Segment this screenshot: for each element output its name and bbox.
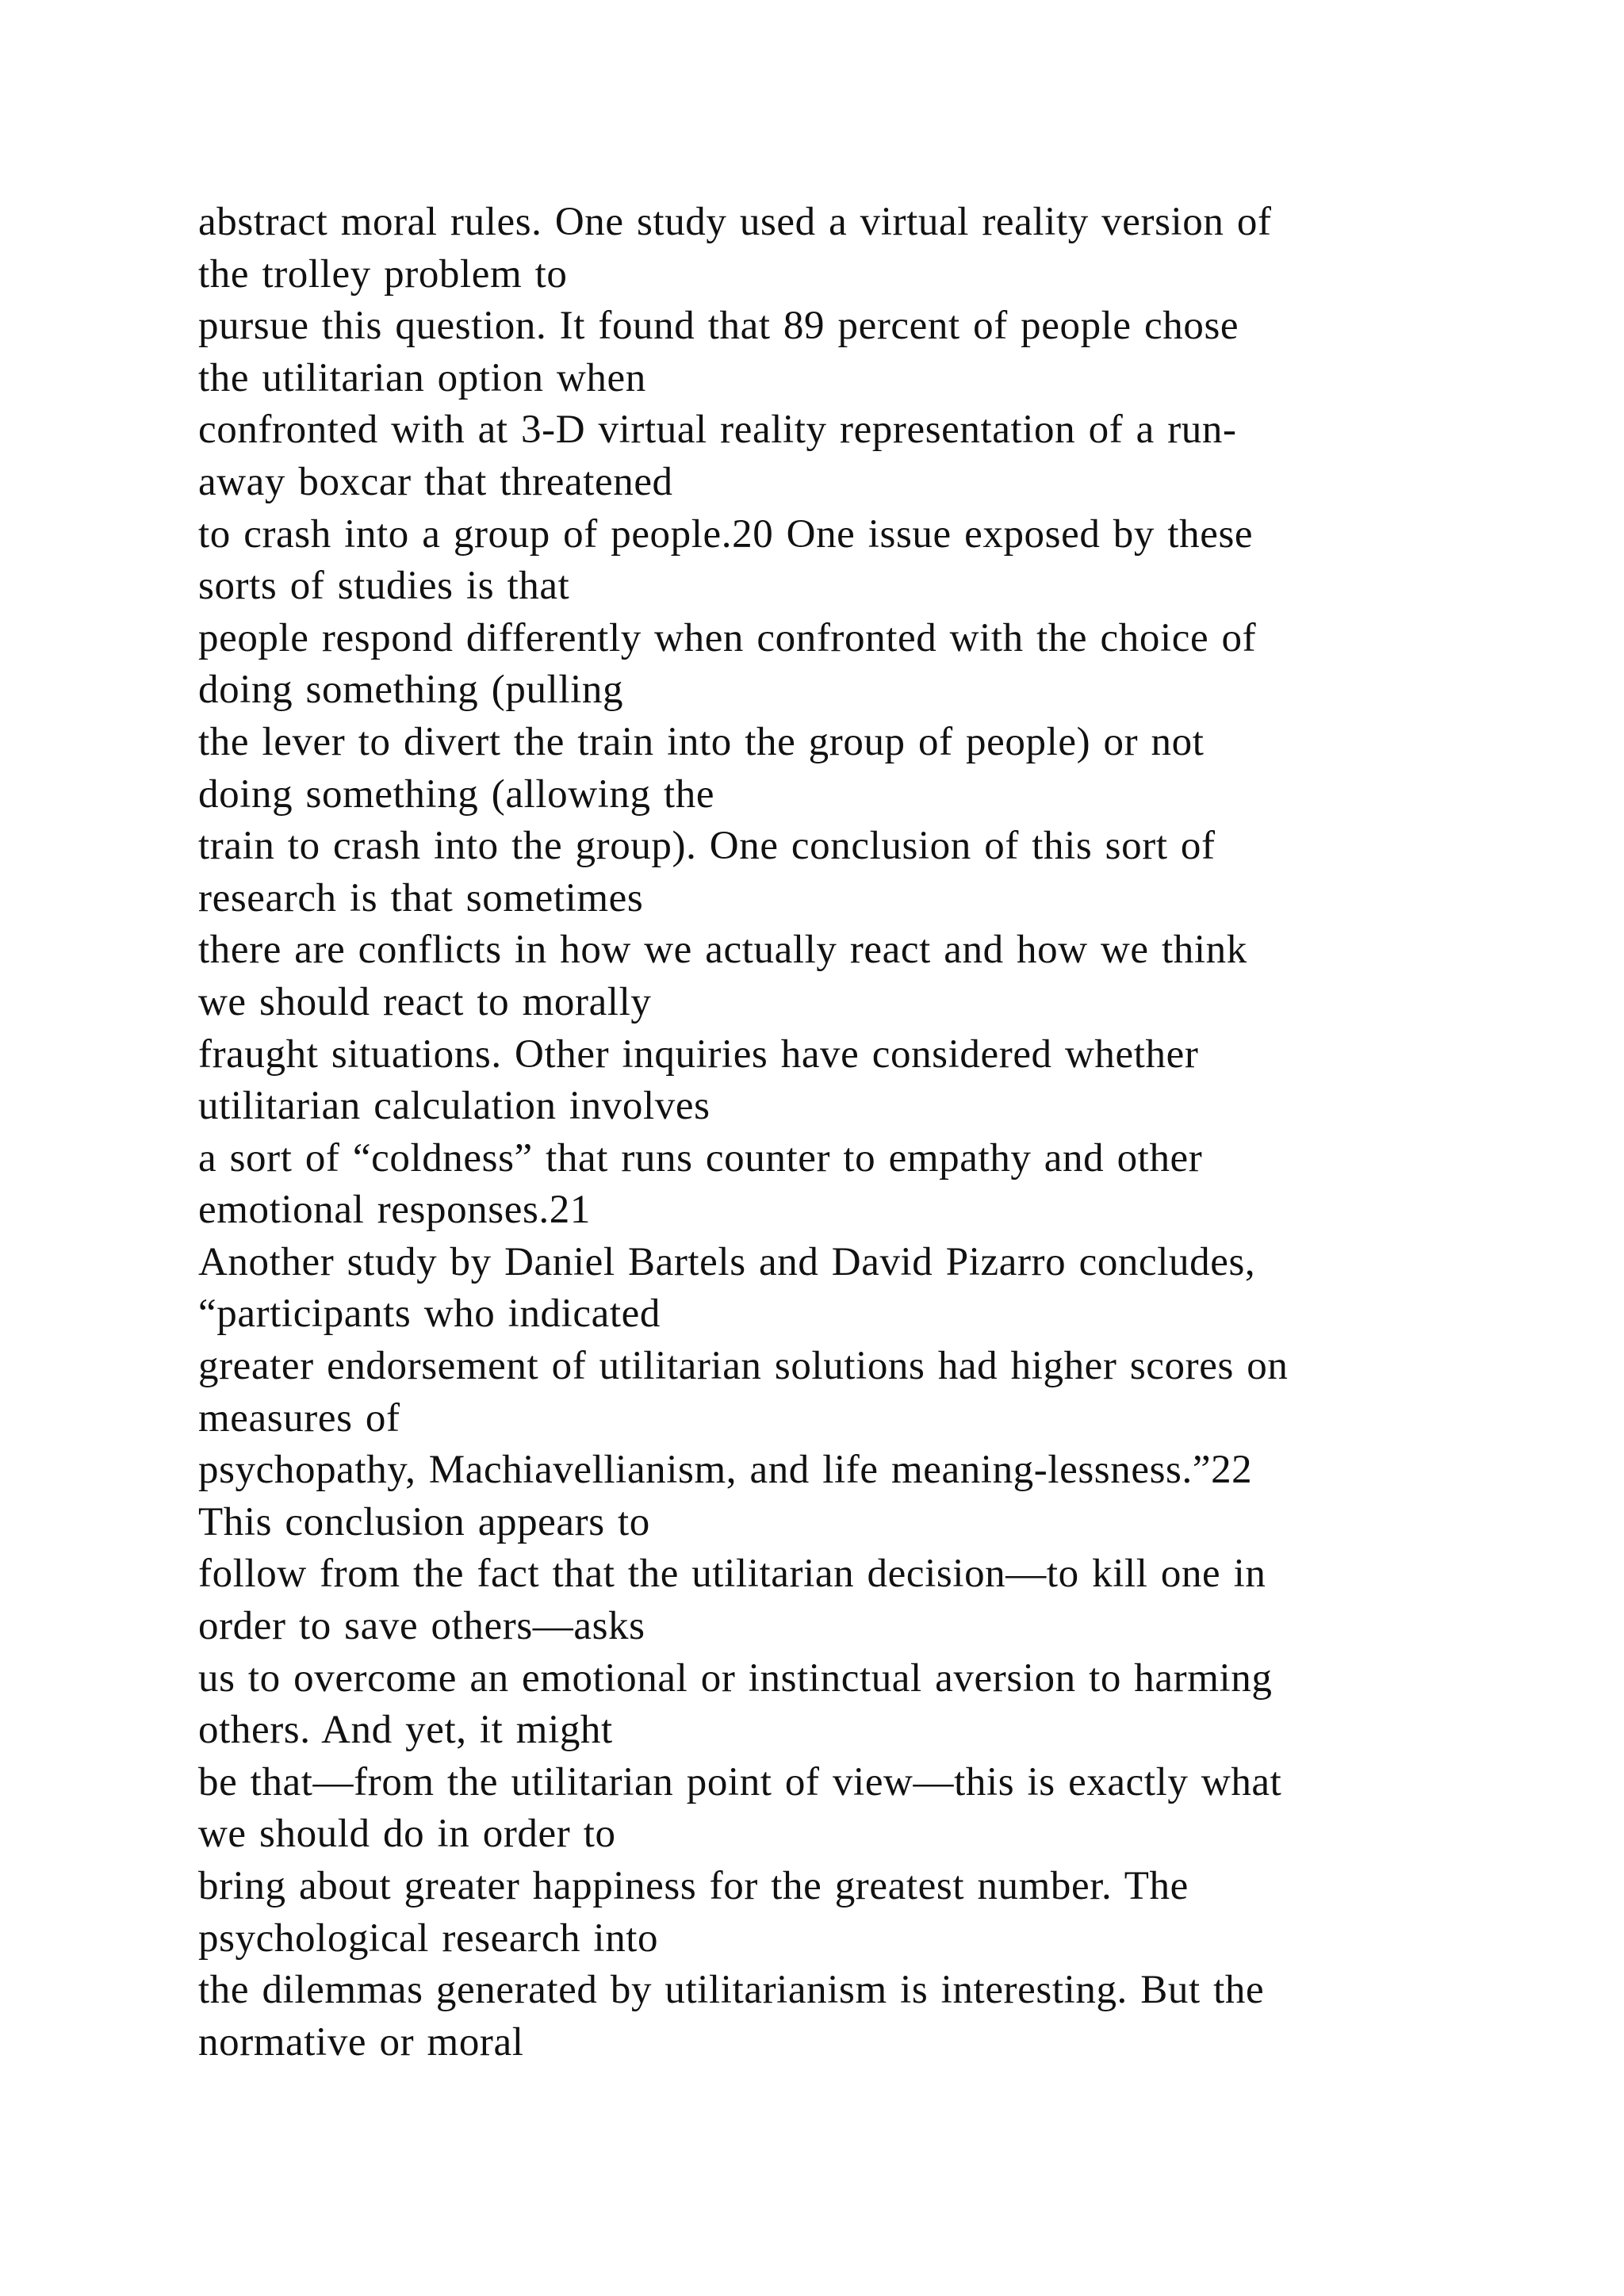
- text-line: doing something (allowing the: [198, 771, 715, 817]
- text-line: greater endorsement of utilitarian solutions had higher scores on: [198, 1344, 1289, 1389]
- text-line: research is that sometimes: [198, 875, 644, 920]
- text-line: fraught situations. Other inquiries have considered whether: [198, 1031, 1199, 1077]
- text-line: to crash into a group of people.20 One issue exposed by these: [198, 511, 1254, 557]
- text-line: doing something (pulling: [198, 668, 624, 713]
- text-line: people respond differently when confronted with the choice of: [198, 615, 1257, 660]
- text-line: abstract moral rules. One study used a virtual reality version of: [198, 200, 1272, 244]
- text-line: follow from the fact that the utilitarian decision—to kill one in: [198, 1552, 1266, 1597]
- text-line: measures of: [198, 1395, 400, 1441]
- text-line: there are conflicts in how we actually react and how we think: [198, 928, 1247, 973]
- text-line: pursue this question. It found that 89 percent of people chose: [198, 304, 1239, 349]
- text-line: the dilemmas generated by utilitarianism is interesting. But the: [198, 1968, 1265, 2013]
- text-line: normative or moral: [198, 2019, 524, 2064]
- text-line: we should react to morally: [198, 979, 652, 1024]
- text-line: utilitarian calculation involves: [198, 1084, 710, 1129]
- text-line: psychological research into: [198, 1915, 659, 1961]
- text-line: us to overcome an emotional or instinctual aversion to harming: [198, 1655, 1273, 1701]
- text-line: away boxcar that threatened: [198, 459, 673, 504]
- text-line: be that—from the utilitarian point of view—this is exactly what: [198, 1759, 1282, 1804]
- text-line: others. And yet, it might: [198, 1708, 613, 1753]
- text-line: confronted with at 3-D virtual reality representation of a run-: [198, 408, 1237, 453]
- text-line: the utilitarian option when: [198, 355, 646, 400]
- text-line: psychopathy, Machiavellianism, and life meaning-lessness.”22: [198, 1448, 1253, 1493]
- body-text: [198, 197, 1435, 2068]
- text-line: bring about greater happiness for the greatest number. The: [198, 1864, 1189, 1908]
- text-line: we should do in order to: [198, 1812, 616, 1857]
- text-line: order to save others—asks: [198, 1604, 645, 1649]
- text-line: a sort of “coldness” that runs counter to empathy and other: [198, 1135, 1203, 1181]
- text-line: This conclusion appears to: [198, 1499, 650, 1544]
- text-line: train to crash into the group). One conclusion of this sort of: [198, 824, 1216, 869]
- text-line: sorts of studies is that: [198, 564, 570, 609]
- text-line: “participants who indicated: [198, 1292, 661, 1337]
- text-line: the trolley problem to: [198, 251, 568, 297]
- text-line: Another study by Daniel Bartels and David Pizarro concludes,: [198, 1239, 1256, 1284]
- text-line: the lever to divert the train into the group of people) or not: [198, 719, 1205, 764]
- text-line: emotional responses.21: [198, 1188, 591, 1233]
